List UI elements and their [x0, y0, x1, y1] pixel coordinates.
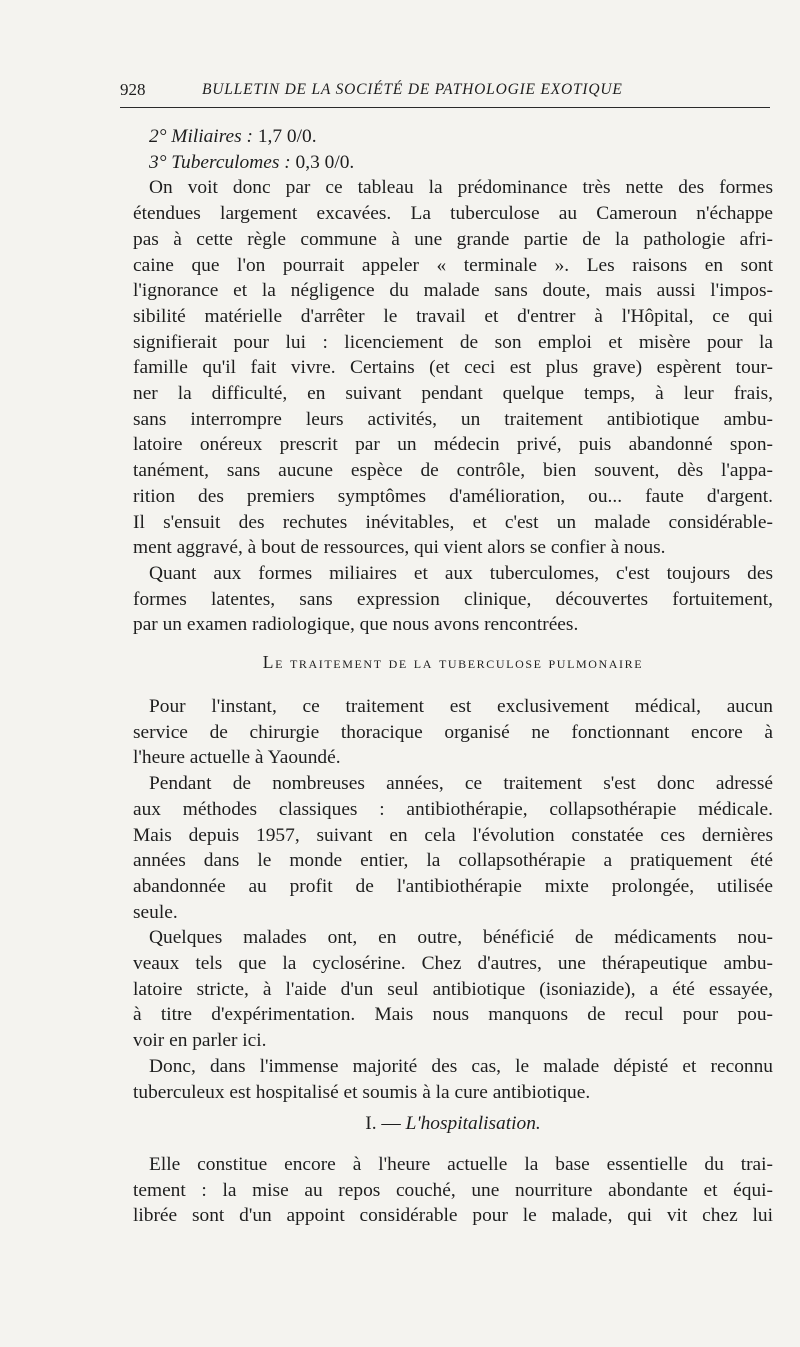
paragraph — [133, 1054, 773, 1105]
text-line: sans interrompre leurs activités, un traitement antibiotique ambu- — [133, 408, 773, 430]
text-line: On voit donc par ce tableau la prédominance très nette des formes — [149, 177, 773, 199]
page-number: 928 — [120, 80, 146, 99]
running-title: BULLETIN DE LA SOCIÉTÉ DE PATHOLOGIE EXOTIQUE — [202, 81, 623, 98]
text-line: latoire onéreux prescrit par un médecin privé, puis abandonné spon- — [133, 434, 773, 456]
text-line: pas à cette règle commune à une grande partie de la pathologie afri- — [133, 228, 773, 250]
page-header — [120, 80, 770, 110]
intro-block — [133, 124, 773, 638]
text-line: famille qu'il fait vivre. Certains (et ceci est plus grave) espèrent tour- — [133, 357, 773, 379]
text-line: latoire stricte, à l'aide d'un seul antibiotique (isoniazide), a été essayée, — [133, 978, 773, 1000]
section-body — [133, 694, 773, 1105]
text-line: voir en parler ici. — [133, 1030, 267, 1052]
text-line: étendues largement excavées. La tuberculose au Cameroun n'échappe — [133, 203, 773, 225]
subsection-title: L'hospitalisation. — [405, 1113, 541, 1134]
subsection-number: I. — — [365, 1113, 401, 1134]
text-line: ment aggravé, à bout de ressources, qui vient alors se confier à nous. — [133, 537, 666, 559]
text-line: tement : la mise au repos couché, une nourriture abondante et équi- — [133, 1179, 773, 1201]
paragraph — [133, 694, 773, 771]
text-line: abandonnée au profit de l'antibiothérapie mixte prolongée, utilisée — [133, 875, 773, 897]
text-line: rition des premiers symptômes d'amélioration, ou... faute d'argent. — [133, 485, 773, 507]
text-line: ner la difficulté, en suivant pendant quelque temps, à leur frais, — [133, 383, 773, 405]
text-line: Mais depuis 1957, suivant en cela l'évolution constatée ces dernières — [133, 824, 773, 846]
text-line: veaux tels que la cyclosérine. Chez d'autres, une thérapeutique ambu- — [133, 953, 773, 975]
text-line: Pour l'instant, ce traitement est exclusivement médical, aucun — [149, 696, 773, 717]
paragraph — [133, 1152, 773, 1229]
text-line: caine que l'on pourrait appeler « terminale ». Les raisons en sont — [133, 254, 773, 276]
paragraph — [133, 561, 773, 638]
text-line: Il s'ensuit des rechutes inévitables, et c'est un malade considérable- — [133, 511, 773, 533]
text-line: service de chirurgie thoracique organisé ne fonctionnant encore à — [133, 721, 773, 743]
header-rule — [120, 107, 770, 108]
paragraph — [133, 771, 773, 925]
text-line: tanément, sans aucune espèce de contrôle, bien souvent, dès l'appa- — [133, 460, 773, 482]
list-item-miliaires: 2° Miliaires : 1,7 0/0. — [149, 126, 317, 147]
text-line: Quelques malades ont, en outre, bénéficié de médicaments nou- — [149, 927, 773, 949]
text-line: formes latentes, sans expression clinique, découvertes fortuitement, — [133, 588, 773, 610]
text-line: Elle constitue encore à l'heure actuelle la base essentielle du trai- — [149, 1154, 773, 1175]
subsection-body — [133, 1152, 773, 1229]
paragraph — [133, 925, 773, 1054]
section-heading: Le traitement de la tuberculose pulmonaire — [262, 652, 644, 672]
text-line: tuberculeux est hospitalisé et soumis à la cure antibiotique. — [133, 1081, 591, 1103]
text-line: l'ignorance et la négligence du malade sans doute, mais aussi l'impos- — [133, 280, 773, 302]
paragraph — [133, 175, 773, 561]
text-line: années dans le monde entier, la collapsothérapie a pratiquement été — [133, 850, 773, 872]
text-line: à titre d'expérimentation. Mais nous manquons de recul pour pou- — [133, 1004, 773, 1026]
text-line: aux méthodes classiques : antibiothérapie, collapsothérapie médicale. — [133, 798, 773, 820]
text-line: signifierait pour lui : licenciement de son emploi et misère pour la — [133, 331, 773, 353]
text-line: l'heure actuelle à Yaoundé. — [133, 747, 341, 769]
subsection-heading — [133, 1113, 773, 1135]
text-line: Donc, dans l'immense majorité des cas, le malade dépisté et reconnu — [149, 1055, 773, 1077]
text-line: Quant aux formes miliaires et aux tuberculomes, c'est toujours des — [149, 562, 773, 584]
text-line: par un examen radiologique, que nous avons rencontrées. — [133, 614, 579, 636]
text-line: Pendant de nombreuses années, ce traitement s'est donc adressé — [149, 773, 773, 795]
text-line: librée sont d'un appoint considérable pour le malade, qui vit chez lui — [133, 1205, 773, 1227]
text-line: seule. — [133, 901, 178, 923]
text-line: sibilité matérielle d'arrêter le travail et d'entrer à l'Hôpital, ce qui — [133, 305, 773, 327]
list-item-tuberculomes: 3° Tuberculomes : 0,3 0/0. — [149, 151, 355, 173]
